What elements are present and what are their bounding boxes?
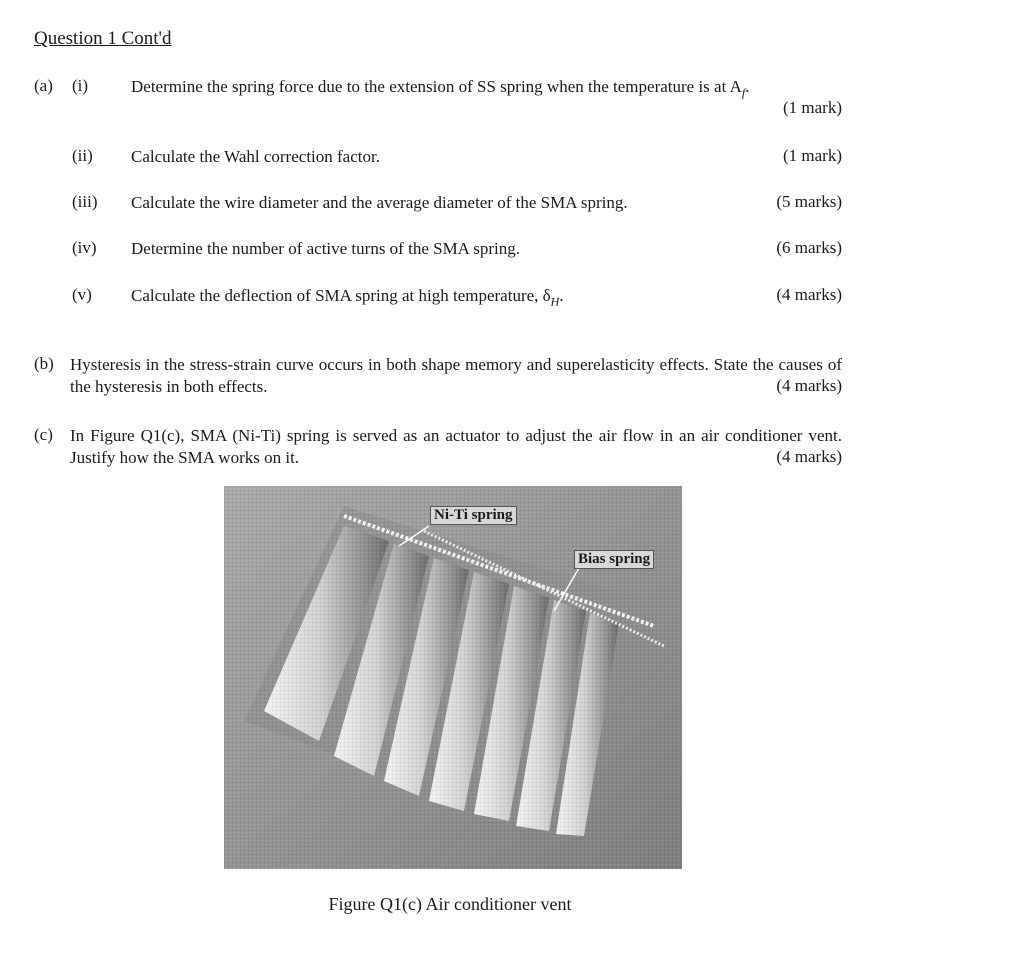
item-v-number: (v) xyxy=(72,285,92,304)
item-iii-text: Calculate the wire diameter and the average diameter of the SMA spring. xyxy=(131,193,628,212)
item-ii-number: (ii) xyxy=(72,146,93,165)
air-conditioner-vent-figure xyxy=(224,486,682,869)
item-i-number: (i) xyxy=(72,76,89,95)
item-ii-text: Calculate the Wahl correction factor. xyxy=(131,147,380,166)
vent-photo xyxy=(224,486,682,869)
item-i-text: Determine the spring force due to the extension of SS spring when the temperature is at $A_f$. xyxy=(131,77,750,100)
item-v-marks: (4 marks) xyxy=(776,285,842,304)
part-b-text: Hysteresis in the stress-strain curve occurs in both shape memory and superelasticity effects. State the causes of the hysteresis in both effects. xyxy=(70,355,842,396)
item-iii-number: (iii) xyxy=(72,192,98,211)
item-iv-number: (iv) xyxy=(72,238,97,257)
niti-spring-callout: Ni-Ti spring xyxy=(430,506,517,525)
item-iv-marks: (6 marks) xyxy=(776,238,842,257)
item-i-marks: (1 mark) xyxy=(782,98,842,117)
figure-caption: Figure Q1(c) Air conditioner vent xyxy=(328,894,572,914)
part-c-text: In Figure Q1(c), SMA (Ni-Ti) spring is served as an actuator to adjust the air flow in an air conditioner vent. Justify how the SMA works on it. xyxy=(70,426,842,467)
item-iii-marks: (5 marks) xyxy=(776,192,842,211)
part-c-marks: (4 marks) xyxy=(776,447,842,466)
part-a-label: (a) xyxy=(34,76,53,95)
part-c-label: (c) xyxy=(34,425,53,444)
question-heading: Question 1 Cont'd xyxy=(34,28,172,49)
part-b-marks: (4 marks) xyxy=(776,376,842,395)
part-b-label: (b) xyxy=(34,354,54,373)
item-v-text: Calculate the deflection of SMA spring at high temperature, $\delta_H$. xyxy=(131,286,564,309)
bias-spring-callout: Bias spring xyxy=(574,550,654,569)
item-iv-text: Determine the number of active turns of the SMA spring. xyxy=(131,239,521,258)
item-ii-marks: (1 mark) xyxy=(782,146,842,165)
